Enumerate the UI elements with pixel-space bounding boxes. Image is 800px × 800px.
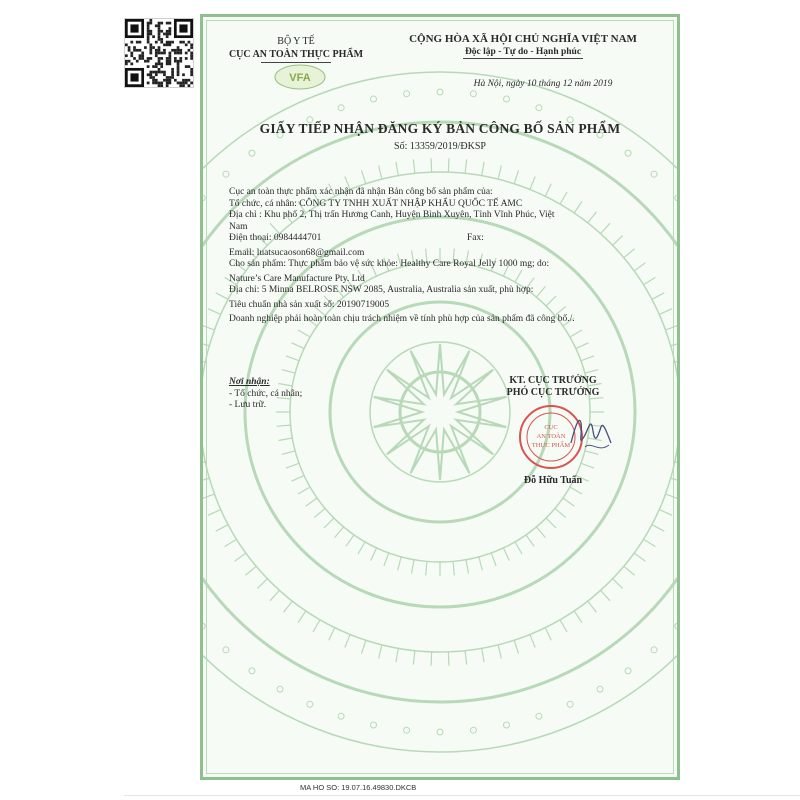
motto: Độc lập - Tự do - Hạnh phúc: [464, 47, 582, 57]
svg-text:CỤC: CỤC: [544, 424, 558, 431]
header-right: [383, 33, 663, 59]
qr-code: [124, 18, 194, 88]
document-title: GIẤY TIẾP NHẬN ĐĂNG KÝ BẢN CÔNG BỐ SẢN PHẨM: [259, 121, 621, 136]
ministry-name: BỘ Y TẾ: [277, 36, 315, 47]
receiver-item: - Tổ chức, cá nhân;: [229, 388, 303, 399]
signature-title-line-1: KT. CỤC TRƯỞNG: [509, 375, 597, 386]
file-code: MA HO SO: 19.07.16.49830.DKCB: [300, 783, 417, 792]
address-line-1: Địa chỉ : Khu phố 2, Thị trấn Hương Canh, Huyện Bình Xuyên, Tỉnh Vĩnh Phúc, Việt: [229, 210, 555, 220]
signer-name: Đỗ Hữu Tuấn: [523, 475, 583, 486]
document-number: Số: 13359/2019/ĐKSP: [394, 141, 486, 152]
fax: Fax:: [467, 233, 484, 243]
phone-row: [229, 233, 649, 245]
product-line-3: Địa chỉ: 5 Minna BELROSE NSW 2085, Australia, Australia sản xuất, phù hợp:: [229, 285, 534, 295]
intro-text: Cục an toàn thực phẩm xác nhận đã nhận Bản công bố sản phẩm của:: [229, 187, 493, 197]
svg-text:AN TOÀN: AN TOÀN: [536, 433, 566, 440]
receivers: [229, 377, 302, 412]
handwritten-signature: [571, 420, 611, 443]
standard-number: Tiêu chuẩn nhà sản xuất số: 20190719005: [229, 299, 390, 310]
red-stamp: [515, 397, 625, 473]
vfa-logo: [273, 63, 327, 91]
agency-name: CỤC AN TOÀN THỰC PHẨM: [228, 49, 364, 60]
address-line-2: Nam: [229, 221, 248, 232]
certificate: [200, 14, 680, 780]
email: Email: luatsucaoson68@gmail.com: [229, 247, 365, 258]
document-body: [229, 187, 649, 326]
country-name: CỘNG HÒA XÃ HỘI CHỦ NGHĨA VIỆT NAM: [409, 33, 637, 45]
phone: Điện thoại: 0984444701: [229, 233, 322, 243]
svg-text:THỰC PHẨM: THỰC PHẨM: [531, 442, 571, 449]
issue-date: Hà Nội, ngày 10 tháng 12 năm 2019: [473, 79, 613, 89]
signature-title-line-2: PHÓ CỤC TRƯỞNG: [506, 387, 600, 398]
footer-divider: [124, 795, 800, 796]
organization: Tổ chức, cá nhân: CÔNG TY TNHH XUẤT NHẬP KHẨU QUỐC TẾ AMC: [229, 198, 523, 209]
header-left: [221, 35, 371, 63]
receiver-item: - Lưu trữ.: [229, 400, 266, 410]
svg-text:VFA: VFA: [289, 72, 311, 84]
product-line-2: Nature’s Care Manufacture Pty. Ltd: [229, 273, 365, 284]
signature-title: [473, 375, 633, 399]
responsibility-note: Doanh nghiệp phải hoàn toàn chịu trách nhiệm về tính phù hợp của sản phẩm đã công bố./.: [229, 314, 575, 324]
product-line-1: Cho sản phẩm: Thực phẩm bảo vệ sức khỏe: Healthy Care Royal Jelly 1000 mg; do:: [229, 259, 550, 269]
receivers-heading: Nơi nhận:: [229, 377, 270, 387]
